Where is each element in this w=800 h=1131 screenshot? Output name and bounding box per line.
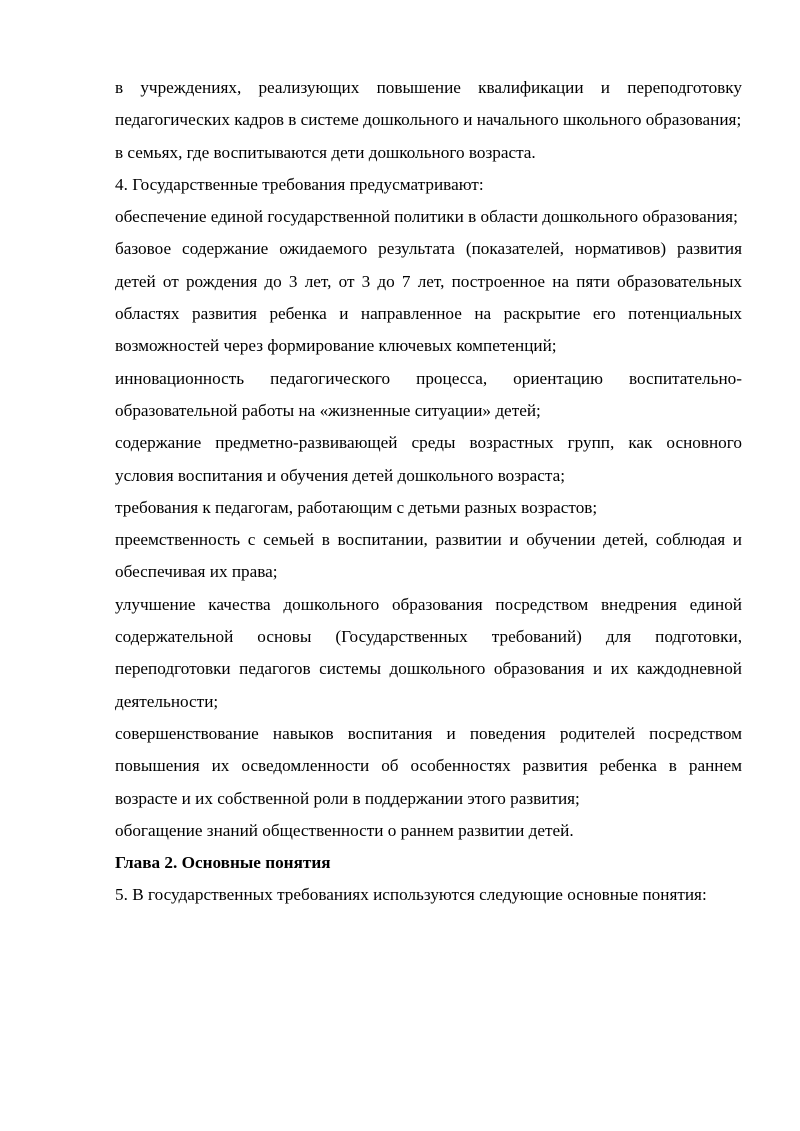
paragraph-item-4-intro: 4. Государственные требования предусматривают: (115, 174, 484, 194)
paragraph-innovation: инновационность педагогического процесса, ориентацию воспитательно-образовательной работы на «жизненные ситуации» детей; (115, 368, 742, 420)
paragraph-teacher-requirements: требования к педагогам, работающим с детьми разных возрастов; (115, 497, 598, 517)
paragraph-family-continuity: преемственность с семьей в воспитании, развитии и обучении детей, соблюдая и обеспечивая их права; (115, 530, 742, 582)
paragraph-public-knowledge: обогащение знаний общественности о раннем развитии детей. (115, 820, 574, 840)
paragraph-item-5: 5. В государственных требованиях используются следующие основные понятия: (115, 885, 707, 905)
paragraph-institutions-qualification: в учреждениях, реализующих повышение квалификации и переподготовку педагогических кадров в системе дошкольного и начального школьного образования; (115, 78, 742, 130)
chapter-heading: Глава 2. Основные понятия (115, 853, 331, 873)
document-page (115, 72, 742, 912)
paragraph-unified-policy: обеспечение единой государственной политики в области дошкольного образования; (115, 207, 738, 227)
paragraph-basic-content: базовое содержание ожидаемого результата (показателей, нормативов) развития детей от рождения до 3 лет, от 3 до 7 лет, построенное на пяти образовательных областях развития ребенка и направленное на раскрытие его потенциальных возможностей через формирование ключевых компетенций; (115, 239, 742, 356)
paragraph-environment: содержание предметно-развивающей среды возрастных групп, как основного условия воспитания и обучения детей дошкольного возраста; (115, 433, 742, 485)
paragraph-parent-skills: совершенствование навыков воспитания и поведения родителей посредством повышения их осведомленности об особенностях развития ребенка в раннем возрасте и их собственной роли в поддержании этого развития; (115, 723, 742, 808)
paragraph-families: в семьях, где воспитываются дети дошкольного возраста. (115, 142, 536, 162)
paragraph-quality-improvement: улучшение качества дошкольного образования посредством внедрения единой содержательной основы (Государственных требований) для подготовки, переподготовки педагогов системы дошкольного образования и их каждодневной деятельности; (115, 594, 742, 711)
